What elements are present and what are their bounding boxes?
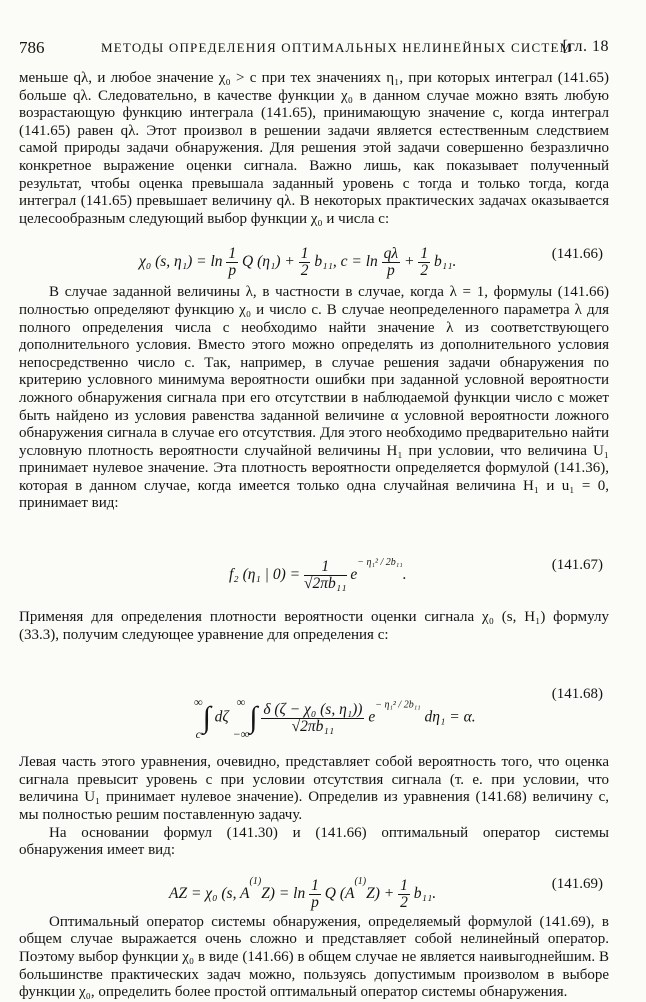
- equation-expression: AZ = χ₀ (s, $A^{(1)}Z) = \ln$ $\frac{1}{p}$ Q $(A^{(1)}Z)$ + $\frac{1}{2}$ b₁₁.: [169, 875, 437, 911]
- equation-number: (141.67): [551, 557, 603, 574]
- paragraph-2: В случае заданной величины λ, в частности в случае, когда λ = 1, формулы (141.66) полностью определяют функцию χ₀ и число c. В случае неопределенного параметра λ для полного определения числа c необходимо найти значение λ из соответствующего дополнительного условия. Вместо этого можно определять из дополнительного условия непосредственно число c. Так, например, в случае решения задачи обнаружения по критерию условного минимума вероятности ошибки при заданной условной вероятности ложного обнаружения сигнала при его отсутствии в наблюдаемой функции число c может быть найдено из условия равенства заданной величине α условной вероятности ложного обнаружения сигнала в случае его отсутствия. Для этого необходимо предварительно найти условную плотность вероятности случайной величины H₁ при условии, что величина U₁ принимает нулевое значение. Эта плотность вероятности определяется формулой (141.36), которая в данном случае, когда имеется только одна случайная величина H₁ и u₁ = 0, принимает вид:: [19, 284, 609, 512]
- equation-expression: ∞ c∫ dζ ∞ −∞∫ $\frac{\text{δ (ζ − χ₀ (s, η₁))}}{\text{√2πb₁₁}}$ $e^{- \eta_1^2 / 2b_{11}}$ dη₁ = α.: [194, 695, 476, 742]
- page-number: 786: [19, 38, 45, 57]
- running-header: [19, 38, 609, 60]
- equation-141-67: [19, 527, 609, 603]
- paragraph-6: Оптимальный оператор системы обнаружения, определяемый формулой (141.69), в общем случае выражается очень сложно и представляет собой нелинейный оператор. Поэтому выбор функции χ₀ в виде (141.66) в общем случае не является наивыгоднейшим. В большинстве практических задач можно, пользуясь допустимым произволом в выборе функции χ₀, определить более простой оптимальный оператор системы обнаружения.: [19, 913, 609, 1001]
- paragraph-3: Применяя для определения плотности вероятности оценки сигнала χ₀ (s, H₁) формулу (33.3), получим следующее уравнение для определения c:: [19, 609, 609, 643]
- chapter-reference: [гл. 18: [562, 38, 609, 55]
- paragraph-5: На основании формул (141.30) и (141.66) оптимальный оператор системы обнаружения имеет вид:: [19, 824, 609, 859]
- equation-141-68: [19, 652, 609, 744]
- equation-number: (141.68): [551, 686, 603, 703]
- equation-141-69: [19, 866, 609, 911]
- equation-expression: χ₀ (s, η₁) = ln $\frac{1}{p}$ Q (η₁) + $\frac{1}{2}$ b₁₁, c = ln $\frac{q\lambda}{p}$ + $\frac{1}{2}$ b₁₁.: [139, 245, 457, 280]
- equation-number: (141.69): [551, 875, 603, 892]
- running-title: МЕТОДЫ ОПРЕДЕЛЕНИЯ ОПТИМАЛЬНЫХ НЕЛИНЕЙНЫХ СИСТЕМ: [101, 40, 573, 55]
- paragraph-1: меньше qλ, и любое значение χ₀ > c при тех значениях η₁, при которых интеграл (141.65) больше qλ. Следовательно, в качестве функции χ₀ в данном случае можно взять любую возрастающую функцию интеграла (141.65), принимающую значение c, когда интеграл (141.65) равен qλ. Этот произвол в решении задачи является естественным следствием самой природы задачи обнаружения. Для решения этой задачи совершенно безразлично конкретное выражение оценки сигнала. Важно лишь, как показывает полученный результат, чтобы оценка превышала заданный уровень c тогда и только тогда, когда интеграл (141.65) превышает величину qλ. В некоторых практических задачах оказывается целесообразным следующий выбор функции χ₀ и числа c:: [19, 70, 609, 227]
- paragraph-4: Левая часть этого уравнения, очевидно, представляет собой вероятность того, что оценка сигнала превысит уровень c при условии отсутствия сигнала (т. е. при условии, что величина U₁ принимает нулевое значение). Определив из уравнения (141.68) величину c, мы полностью решим поставленную задачу.: [19, 754, 609, 824]
- equation-141-66: [19, 236, 609, 280]
- page-body: [19, 70, 609, 1002]
- equation-number: (141.66): [551, 246, 603, 263]
- equation-expression: f₂ (η₁ | 0) = $\frac{1}{\text{√2πb₁₁}}$ $e^{- \eta_1^2 / 2b_{11}}$.: [229, 557, 407, 592]
